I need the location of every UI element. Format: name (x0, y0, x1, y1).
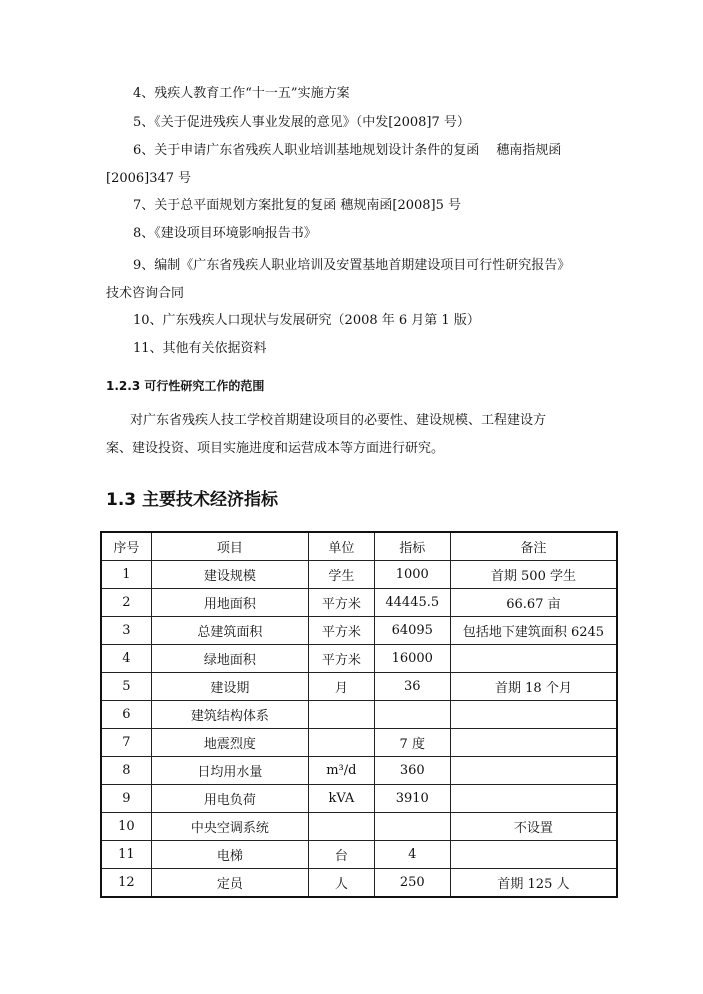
cell-unit (309, 813, 375, 841)
header-unit: 单位 (309, 532, 375, 561)
cell-value (374, 701, 450, 729)
cell-remark: 不设置 (450, 813, 617, 841)
cell-remark: 包括地下建筑面积 6245 (450, 617, 617, 645)
cell-index: 1 (101, 561, 151, 589)
cell-item: 用地面积 (151, 589, 308, 617)
cell-index: 5 (101, 673, 151, 701)
table-row (101, 645, 617, 673)
cell-index: 6 (101, 701, 151, 729)
table-row (101, 729, 617, 757)
cell-remark (450, 701, 617, 729)
cell-index: 7 (101, 729, 151, 757)
indicator-table (100, 531, 618, 898)
header-value: 指标 (374, 532, 450, 561)
table-row (101, 869, 617, 898)
cell-value: 360 (374, 757, 450, 785)
cell-remark (450, 757, 617, 785)
reference-item-9: 9、编制《广东省残疾人职业培训及安置基地首期建设项目可行性研究报告》 (133, 258, 571, 273)
cell-unit: 月 (309, 673, 375, 701)
cell-value: 44445.5 (374, 589, 450, 617)
cell-index: 3 (101, 617, 151, 645)
reference-item-5: 5、《关于促进残疾人事业发展的意见》（中发[2008]7 号） (133, 115, 470, 130)
cell-item: 电梯 (151, 841, 308, 869)
cell-item: 地震烈度 (151, 729, 308, 757)
cell-item: 日均用水量 (151, 757, 308, 785)
cell-unit: 学生 (309, 561, 375, 589)
cell-item: 定员 (151, 869, 308, 898)
cell-unit: 人 (309, 869, 375, 898)
cell-unit: m³/d (309, 757, 375, 785)
section-1-3-heading: 1.3 主要技术经济指标 (106, 490, 279, 510)
cell-index: 4 (101, 645, 151, 673)
section-1-2-3-heading: 1.2.3 可行性研究工作的范围 (106, 379, 265, 393)
cell-remark (450, 841, 617, 869)
cell-remark: 首期 500 学生 (450, 561, 617, 589)
cell-remark (450, 645, 617, 673)
cell-value: 250 (374, 869, 450, 898)
table-row (101, 785, 617, 813)
reference-item-6: 6、关于申请广东省残疾人职业培训基地规划设计条件的复函 穗南指规函 (133, 143, 562, 158)
cell-index: 2 (101, 589, 151, 617)
cell-index: 9 (101, 785, 151, 813)
scope-paragraph-line-1: 对广东省残疾人技工学校首期建设项目的必要性、建设规模、工程建设方 (130, 413, 547, 428)
table-row (101, 813, 617, 841)
table-row (101, 617, 617, 645)
cell-value: 3910 (374, 785, 450, 813)
cell-value: 7 度 (374, 729, 450, 757)
reference-item-8: 8、《建设项目环境影响报告书》 (133, 226, 317, 241)
cell-item: 用电负荷 (151, 785, 308, 813)
header-item: 项目 (151, 532, 308, 561)
cell-index: 12 (101, 869, 151, 898)
cell-unit (309, 701, 375, 729)
header-remark: 备注 (450, 532, 617, 561)
table-header-row (101, 532, 617, 561)
cell-value: 1000 (374, 561, 450, 589)
reference-item-11: 11、其他有关依据资料 (133, 341, 267, 356)
cell-index: 8 (101, 757, 151, 785)
cell-remark: 首期 125 人 (450, 869, 617, 898)
cell-item: 绿地面积 (151, 645, 308, 673)
cell-value: 4 (374, 841, 450, 869)
reference-item-10: 10、广东残疾人口现状与发展研究（2008 年 6 月第 1 版） (133, 313, 480, 328)
table-row (101, 561, 617, 589)
cell-unit: 平方米 (309, 617, 375, 645)
cell-index: 11 (101, 841, 151, 869)
cell-index: 10 (101, 813, 151, 841)
table-row (101, 589, 617, 617)
cell-unit (309, 729, 375, 757)
reference-item-4: 4、残疾人教育工作“十一五”实施方案 (133, 86, 350, 101)
table-row (101, 673, 617, 701)
cell-unit: kVA (309, 785, 375, 813)
cell-remark (450, 785, 617, 813)
table-row (101, 757, 617, 785)
scope-paragraph-line-2: 案、建设投资、项目实施进度和运营成本等方面进行研究。 (106, 441, 445, 456)
cell-item: 建筑结构体系 (151, 701, 308, 729)
cell-remark: 66.67 亩 (450, 589, 617, 617)
cell-unit: 台 (309, 841, 375, 869)
table-row (101, 841, 617, 869)
table-row (101, 701, 617, 729)
cell-item: 建设期 (151, 673, 308, 701)
cell-unit: 平方米 (309, 589, 375, 617)
cell-remark (450, 729, 617, 757)
cell-item: 中央空调系统 (151, 813, 308, 841)
cell-unit: 平方米 (309, 645, 375, 673)
cell-item: 建设规模 (151, 561, 308, 589)
reference-item-6-cont: [2006]347 号 (106, 171, 192, 186)
header-index: 序号 (101, 532, 151, 561)
reference-item-9-cont: 技术咨询合同 (106, 286, 185, 301)
cell-value: 36 (374, 673, 450, 701)
cell-value: 16000 (374, 645, 450, 673)
cell-item: 总建筑面积 (151, 617, 308, 645)
reference-item-7: 7、关于总平面规划方案批复的复函 穗规南函[2008]5 号 (133, 198, 462, 213)
cell-remark: 首期 18 个月 (450, 673, 617, 701)
cell-value: 64095 (374, 617, 450, 645)
cell-value (374, 813, 450, 841)
